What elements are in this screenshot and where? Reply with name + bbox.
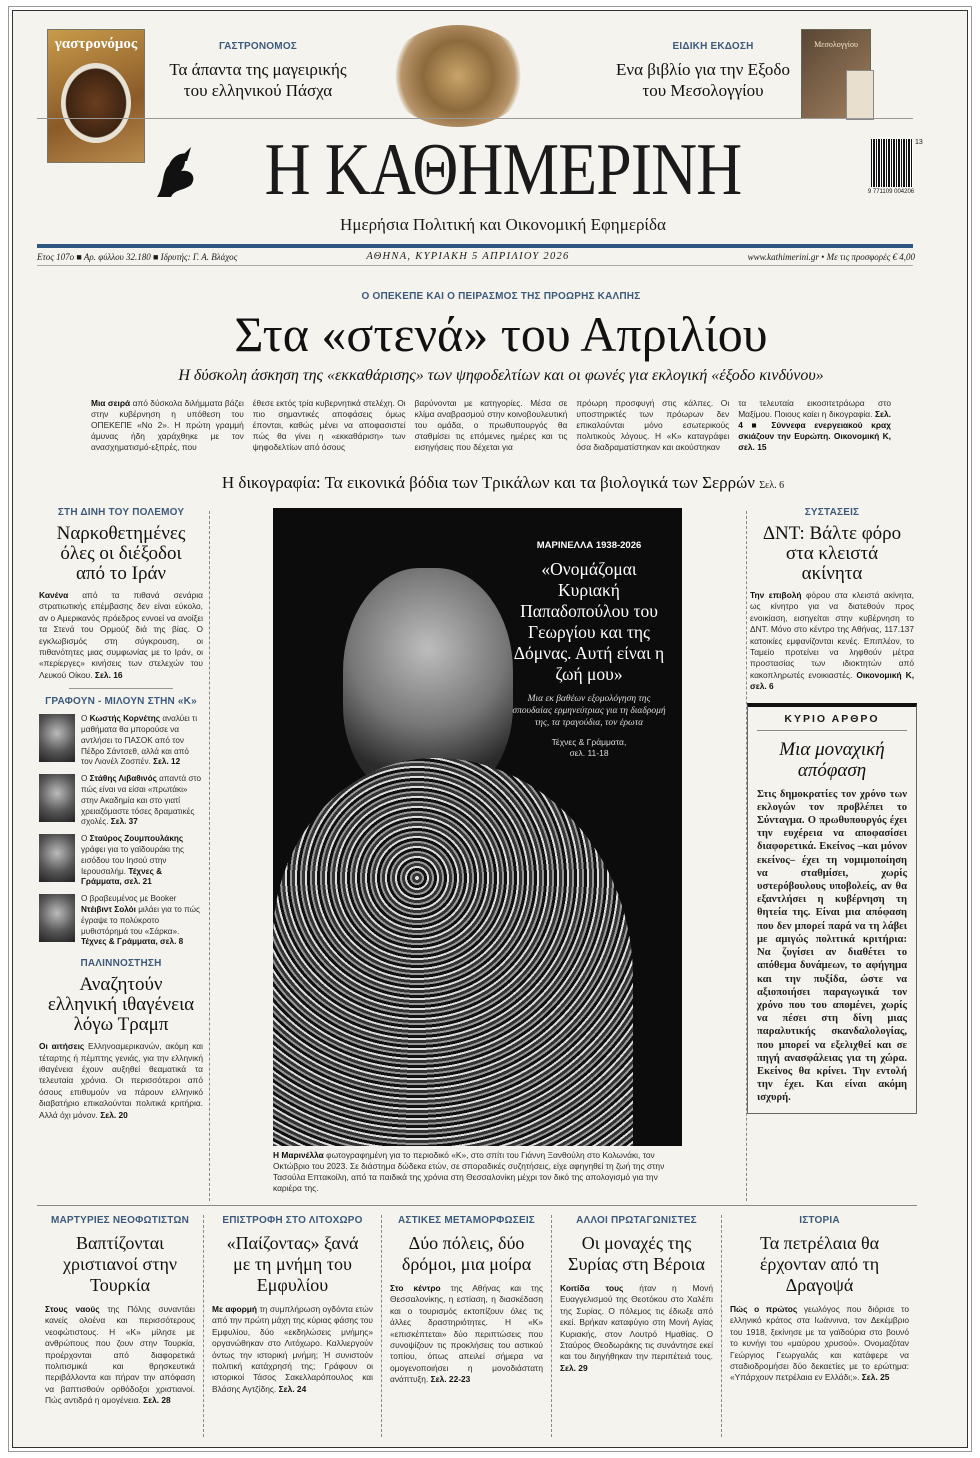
lead-subhead: Η δύσκολη άσκηση της «εκκαθάρισης» των ψηφοδελτίων και οι φωνές για εκλογική «έξοδο κινδύνου»	[178, 367, 824, 384]
kicker: ΣΤΗ ΔΙΝΗ ΤΟΥ ΠΟΛΕΜΟΥ	[57, 507, 185, 518]
writer-item[interactable]	[39, 834, 203, 888]
tax-story	[747, 507, 917, 693]
kicker: ΙΣΤΟΡΙΑ	[799, 1215, 840, 1226]
food-plate-image	[61, 63, 131, 143]
feature-dek: Μια εκ βαθέων εξομολόγηση της σπουδαίας ερμηνεύτριας για τη διαδρομή της, τα τραγούδια, τον έρωτα	[512, 694, 666, 728]
author-photo	[39, 834, 75, 882]
story-text: Οι αιτήσεις Ελληνοαμερικανών, ακόμη και τέταρτης ή πέμπτης γενιάς, για την ελληνική ιθαγένεια έχουν αυξηθεί θεαματικά τα τελευταία χρόνια. Οι περισσότεροι από όσους επιθυμούν να πάρουν ελληνικό διαβατήριο επικαλούνται πολιτικά κριτήρια. Αλλά όχι μόνον. Σελ. 20	[39, 1041, 203, 1120]
kicker: ΑΛΛΟΙ ΠΡΩΤΑΓΩΝΙΣΤΕΣ	[576, 1215, 697, 1226]
headline[interactable]: «Παίζοντας» ξανά με τη μνήμη του Εμφυλίου	[226, 1233, 359, 1295]
barcode-issue: 13	[915, 139, 923, 146]
photo-caption: Η Μαρινέλλα φωτογραφημένη για το περιοδικό «Κ», στο σπίτι του Γιάννη Ξανθούλη στο Κολωνάκι, τον Οκτώβριο του 2023. Σε διάστημα δώδεκα ετών, σε σποραδικές συζητήσεις, είχε αφηγηθεί τη ζωή της στην Τασούλα Επτακοίλη, από τα παιδικά της χρόνια στη Θεσσαλονίκη μέχρι τον δικό της απολογισμό για την καριέρα της.	[273, 1150, 665, 1193]
divider	[37, 118, 913, 119]
easter-food-photo	[387, 25, 529, 127]
right-column	[747, 507, 917, 1201]
editorial-box	[747, 703, 917, 1114]
headline[interactable]: Οι μοναχές της Συρίας στη Βέροια	[568, 1233, 705, 1274]
griffin-logo-icon	[147, 145, 203, 205]
lead-col-2: έθεσε εκτός τρία κυβερνητικά στελέχη. Οι πιο σημαντικές αποφάσεις όμως έπονται, καθώς μένει να αποφασιστεί πώς θα γίνει η «εκκαθάριση» των ψηφοδελτίων από όσους	[252, 398, 406, 452]
writer-text: Ο Κωστής Κορνέτης αναλύει τι μαθήματα θα μπορούσε να αντλήσει το ΠΑΣΟΚ από τον Πέδρο Σάντσεθ, αλλά και από τον Λιονέλ Ζοσπέν. Σελ. 12	[81, 714, 198, 767]
divider	[37, 265, 913, 266]
writer-text: Ο βραβευμένος με Booker Ντέιβιντ Σολόι μιλάει για το πώς έγραψε το πολύκροτο μυθιστόρημά του «Σάρκα». Τέχνες & Γράμματα, σελ. 8	[81, 894, 200, 947]
bottom-story	[203, 1215, 381, 1437]
author-photo	[39, 894, 75, 942]
lead-col-5: τα τελευταία εικοσιτετράωρα στο Μαξίμου. Ποιους καίει η δικογραφία. Σελ. 4 ■ Σύννεφα ενεργειακού κραχ σκιάζουν την Ευρώπη. Οικονομική Κ, σελ. 15	[738, 398, 891, 452]
headline[interactable]: ΔΝΤ: Βάλτε φόρο στα κλειστά ακίνητα	[762, 523, 902, 584]
divider	[69, 688, 173, 689]
promo-left-title[interactable]: Τα άπαντα της μαγειρικής του ελληνικού Πάσχα	[169, 60, 347, 100]
kicker: ΠΑΛΙΝΝΟΣΤΗΣΗ	[80, 958, 162, 970]
kicker: ΚΥΡΙΟ ΑΡΘΡΟ	[757, 713, 907, 731]
mesolongi-book-cover[interactable]	[801, 29, 871, 119]
story-text: Την επιβολή φόρου στα κλειστά ακίνητα, ως κίνητρο για να διατεθούν προς ενοικίαση, εισηγείται στην κυβέρνηση το ΔΝΤ. Μόνο στο κέντρο της Αθήνας, 117.137 κατοικίες εμφανίζονται κενές. Επιπλέον, το Ταμείο προτείνει να ληφθούν μέτρα προστασίας των ιδιοκτητών από κακοπληρωτές ενοικιαστές. Οικονομική Κ, σελ. 6	[750, 590, 915, 692]
citizenship-story	[39, 958, 203, 1121]
lead-col-4: πρόωρη προσφυγή στις κάλπες. Οι υποστηρικτές των πρόωρων δεν επικαλούνται μόνο εσωτερικούς πολιτικούς λόγους. Η «Κ» καταγράφει όσα διαδραματίστηκαν και ακούστηκαν	[576, 398, 730, 452]
bottom-story	[721, 1215, 917, 1437]
story-text: Στο κέντρο της Αθήνας και της Θεσσαλονίκης, η εστίαση, η διασκέδαση και ο τουρισμός εκτοπίζουν όλες τις άλλες δραστηριότητες. Η «Κ» «επισκέπτεται» δύο περιπτώσεις που συνοψίζουν τις προκλήσεις του αστικού τοπίου, όπως απειλεί σήμερα να ομογενοποιήσει η μονοδιάστατη ανάπτυξη. Σελ. 22-23	[390, 1283, 543, 1385]
promo-right-kicker: ΕΙΔΙΚΗ ΕΚΔΟΣΗ	[672, 41, 754, 52]
secondary-headline[interactable]: Η δικογραφία: Τα εικονικά βόδια των Τρικάλων και τα βιολογικά των Σερρών Σελ. 6	[221, 473, 785, 492]
headline[interactable]: Αναζητούν ελληνική ιθαγένεια λόγω Τραμπ	[47, 974, 195, 1036]
story-text: Κοιτίδα τους ήταν η Μονή Ευαγγελισμού της Θεοτόκου στο Χαλέπι της Συρίας. Ο πόλεμος τις έδιωξε από εκεί. Βρήκαν καταφύγιο στη Μονή Αγίας Κυριακής, στον Λουτρό Ημαθίας. Ο Σταύρος Θεοδωράκης τις συνάντησε εκεί και του διηγήθηκαν την περιπέτειά τους. Σελ. 29	[560, 1283, 713, 1373]
lead-col-1: Μια σειρά από δύσκολα διλήμματα βάζει στην κυβέρνηση η υπόθεση του ΟΠΕΚΕΠΕ «Νο 2». Η πρώτη γραμμή άμυνας ήδη χαράχθηκε με τον ανασχηματισμό-εξπρές, που	[91, 398, 244, 452]
barcode-number: 9 771109 004206	[867, 189, 915, 195]
war-story	[39, 507, 203, 696]
feature-quote[interactable]: «Ονομάζομαι Κυριακή Παπαδοπούλου του Γεωργίου και της Δόμνας. Αυτή είναι η ζωή μου»	[513, 559, 665, 684]
portrait-body	[273, 758, 633, 1146]
website-price[interactable]: www.kathimerini.gr • Με τις προσφορές € 4,00	[747, 252, 915, 262]
story-text: Πώς ο πρώτος γεωλόγος που διόρισε το ελληνικό κράτος στα Ιωάννινα, τον Δεκέμβριο του 1918, ξεκίνησε με τα γαϊδούρια στο βουνό το κυνήγι του «μαύρου χρυσού». Ονομαζόταν Γεώργιος Γεωργαλάς και κατάφερε να σταδιοδρομήσει δύο δεκαετίες με το ερώτημα: «Υπάρχουν πετρέλαια εν Ελλάδι;». Σελ. 25	[730, 1304, 909, 1383]
story-text: Με αφορμή τη συμπλήρωση ογδόντα ετών από την πρώτη μάχη της κύριας φάσης του Εμφυλίου, δύο «εκδηλώσεις μνήμης» οργανώθηκαν στο Λιτόχωρο. Καλλιεργούν όντως την ιστορική μνήμη; Ή συνιστούν πολιτική κατάχρησή της; Γράφουν οι ιστορικοί Τάσος Σακελλαρόπουλος και Βλάσης Αγτζίδης. Σελ. 24	[212, 1304, 373, 1394]
headline[interactable]: Βαπτίζονται χριστιανοί στην Τουρκία	[63, 1233, 177, 1295]
marinella-photo[interactable]	[273, 508, 682, 1146]
writer-item[interactable]	[39, 894, 203, 948]
cover-title: γαστρονόμος	[54, 36, 138, 52]
promo-right-title[interactable]: Ενα βιβλίο για την Εξοδο του Μεσολογγίου	[616, 60, 790, 100]
writers-box	[39, 696, 203, 954]
lead-columns	[91, 398, 891, 453]
headline[interactable]: Ναρκοθετημένες όλες οι διέξοδοι από το Ιράν	[56, 523, 186, 584]
headline[interactable]: Τα πετρέλαια θα έρχονταν από τη Δραγοψά	[759, 1233, 880, 1295]
writer-text: Ο Στάθης Λιβαθινός απαντά στο πώς είναι να είσαι «πρωτάκι» στην Ακαδημία και στο γιατί χρειαζόμαστε τόσες δραματικές σχολές. Σελ. 37	[81, 774, 202, 827]
dateline: ΑΘΗΝΑ, ΚΥΡΙΑΚΗ 5 ΑΠΡΙΛΙΟΥ 2026	[366, 251, 570, 262]
writer-item[interactable]	[39, 714, 203, 768]
story-text: Κανένα από τα πιθανά σενάρια στρατιωτικής επέμβασης δεν είναι εύκολο, αν ο Αμερικανός πρόεδρος εννοεί να ανοίξει τα Στενά του Ορμούζ διά της βίας. Ο εγκλωβισμός στη σύγκρουση, οι πιθανότητες μιας συμφωνίας με το Ιράν, οι «περίεργες» κινήσεις των στελεχών του Λευκού Οίκου. Σελ. 16	[39, 590, 203, 680]
kicker: ΣΥΣΤΑΣΕΙΣ	[804, 507, 860, 518]
book-cover-title: Μεσολογγίου	[814, 40, 858, 49]
writer-text: Ο Σταύρος Ζουμπουλάκης γράφει για το γαϊδουράκι της εισόδου του Ιησού στην Ιερουσαλήμ. Τέχνες & Γράμματα, σελ. 21	[81, 834, 184, 887]
author-photo	[39, 774, 75, 822]
magazine-k-cover	[846, 70, 874, 120]
lead-col-3: βαρύνονται με κατηγορίες. Μέσα σε κλίμα αναβρασμού στην κοινοβουλευτική του ομάδα, ο πρωθυπουργός θα σταθμίσει τις επόμενες ημέρες και τις εισηγήσεις που δέχεται για	[414, 398, 568, 452]
promo-left-kicker: ΓΑΣΤΡΟΝΟΜΟΣ	[218, 41, 297, 52]
bottom-story	[37, 1215, 203, 1437]
issue-info: Ετος 107ο ■ Αρ. φύλλου 32.180 ■ Ιδρυτής: Γ. Α. Βλάχος	[37, 252, 238, 262]
column-divider	[209, 511, 210, 1201]
divider	[37, 1205, 917, 1206]
headline[interactable]: Δύο πόλεις, δύο δρόμοι, μια μοίρα	[401, 1233, 532, 1274]
masthead-title[interactable]: Η ΚΑΘΗΜΕΡΙΝΗ	[264, 129, 742, 211]
kicker: ΓΡΑΦΟΥΝ - ΜΙΛΟΥΝ ΣΤΗΝ «Κ»	[45, 696, 197, 708]
bottom-story	[551, 1215, 721, 1437]
gastronomos-cover[interactable]	[47, 29, 145, 163]
author-photo	[39, 714, 75, 762]
lead-kicker: Ο ΟΠΕΚΕΠΕ ΚΑΙ Ο ΠΕΙΡΑΣΜΟΣ ΤΗΣ ΠΡΟΩΡΗΣ ΚΑΛΠΗΣ	[361, 291, 641, 302]
bottom-row	[37, 1215, 917, 1437]
blue-rule	[37, 244, 913, 248]
kicker: ΑΣΤΙΚΕΣ ΜΕΤΑΜΟΡΦΩΣΕΙΣ	[397, 1215, 536, 1226]
kicker: ΜΑΡΤΥΡΙΕΣ ΝΕΟΦΩΤΙΣΤΩΝ	[50, 1215, 190, 1226]
feature-overlay	[509, 540, 669, 759]
story-text: Στους ναούς της Πόλης συναντάει κανείς ολοένα και περισσότερους νεοφώτιστους. Η «Κ» μίλησε με ανθρώπους που ζουν στην Τουρκία, προέρχονται από διαφορετικά πολιτισμικά και θρησκευτικά περιβάλλοντα και πήραν την απόφαση να βαπτισθούν ορθόδοξοι χριστιανοί. Πώς αντιδρά η ομογένεια. Σελ. 28	[45, 1304, 195, 1406]
writer-item[interactable]	[39, 774, 203, 828]
barcode	[871, 139, 913, 187]
headline[interactable]: Μια μοναχική απόφαση	[779, 738, 885, 781]
editorial-text: Στις δημοκρατίες τον χρόνο των εκλογών τον προβλέπει το Σύνταγμα. Ο πρωθυπουργός έχει την ευχέρεια να αποφασίσει διαφορετικά. Εκείνος –και μόνον εκείνος– έχει τη νομιμοποίηση να σταθμίσει, χωρίς υστερόβουλους υποβολείς, αν θα εξαντλήσει η κυβέρνηση τη θητεία της. Είναι μια απόφαση που δεν μπορεί παρά να τη λάβει με αμιγώς πολιτικά κριτήρια: Να ζυγίσει αν διαθέτει το απόθεμα δυνάμεων, το αφήγημα και την πυξίδα, ώστε να αξιοποιήσει παραγωγικά τον χρόνο που του απομένει, χωρίς να πέσει στη δίνη μιας παραλυτικής σκανδαλολογίας, που μπορεί να εξελιχθεί και σε πηγή ανασφάλειας για τη χώρα. Εκείνος θα κρίνει. Την εντολή την έχει. Και είναι ακόμη ισχυρή.	[757, 788, 907, 1104]
kicker: ΕΠΙΣΤΡΟΦΗ ΣΤΟ ΛΙΤΟΧΩΡΟ	[222, 1215, 363, 1226]
feature-kicker: ΜΑΡΙΝΕΛΛΑ 1938-2026	[536, 540, 642, 551]
lead-headline[interactable]: Στα «στενά» του Απριλίου	[234, 306, 768, 362]
left-column	[39, 507, 203, 1201]
feature-ref: Τέχνες & Γράμματα, σελ. 11-18	[551, 737, 627, 758]
masthead-subtitle: Ημερήσια Πολιτική και Οικονομική Εφημερίδα	[340, 215, 666, 234]
bottom-story	[381, 1215, 551, 1437]
front-page	[12, 10, 968, 1448]
